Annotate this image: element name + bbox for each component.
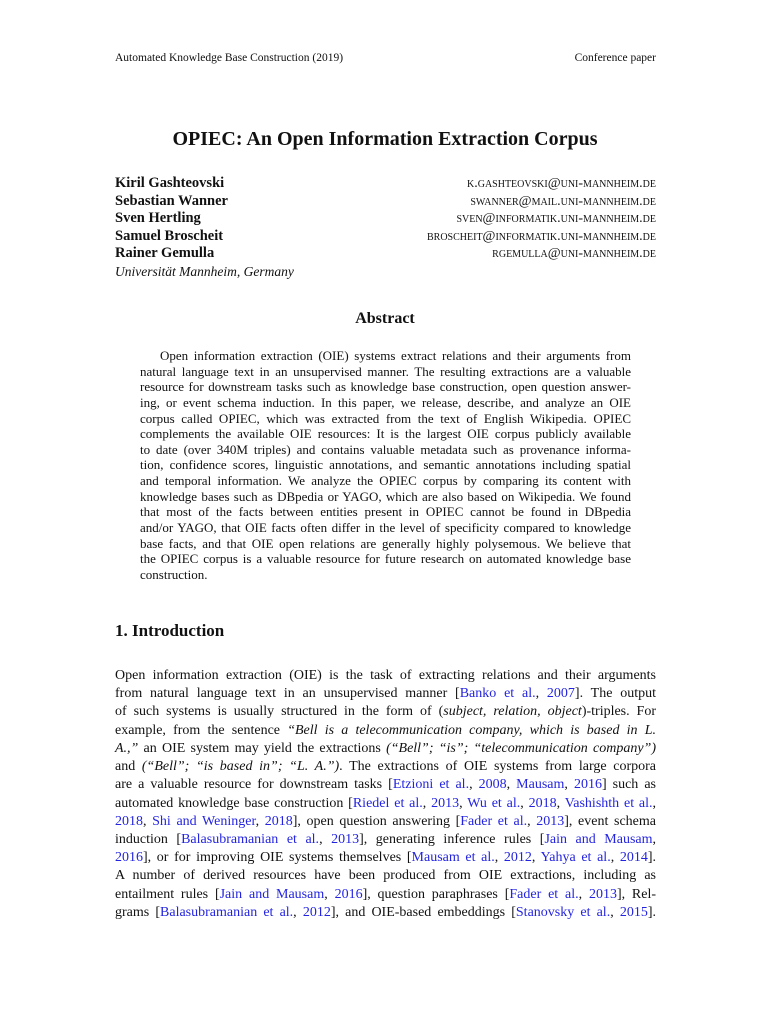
citation-link[interactable]: 2013 bbox=[536, 813, 565, 829]
author-row bbox=[115, 245, 656, 263]
abstract-line: and temporal information. We analyze the OPIEC corpus by comparing its content with bbox=[140, 473, 631, 488]
abstract-line: base facts, and that OIE open relations are generally highly polysemous. We believe that bbox=[140, 535, 631, 551]
emphasis-text: “Bell is a telecommunication company, which is based in L. bbox=[287, 722, 656, 738]
abstract-line: resource for downstream tasks such as knowledge base construction, open question answer- bbox=[140, 379, 631, 395]
citation-link[interactable]: 2012 bbox=[503, 850, 532, 866]
body-text: A number of derived resources have been produced from OIE extractions, including as bbox=[115, 868, 656, 884]
intro-line bbox=[115, 849, 656, 867]
citation-link[interactable]: 2018 bbox=[115, 813, 143, 829]
citation-link[interactable]: 2013 bbox=[588, 886, 617, 902]
citation-link[interactable]: Mausam et al. bbox=[411, 850, 495, 866]
citation-link[interactable]: 2018 bbox=[528, 795, 557, 811]
intro-line bbox=[115, 685, 656, 703]
author-row bbox=[115, 210, 656, 228]
paper-title: OPIEC: An Open Information Extraction Corpus bbox=[172, 128, 598, 150]
abstract-line: the OPIEC corpus is a valuable resource for future research on automated knowledge base bbox=[140, 551, 631, 567]
intro-line bbox=[115, 703, 656, 721]
citation-link[interactable]: Balasubramanian et al. bbox=[181, 831, 320, 847]
citation-link[interactable]: Etzioni et al. bbox=[392, 777, 470, 793]
emphasis-text: A.,” bbox=[115, 740, 139, 756]
body-text: an OIE system may yield the extractions bbox=[138, 740, 387, 756]
body-text: entailment rules [ bbox=[115, 886, 220, 902]
citation-link[interactable]: 2016 bbox=[334, 886, 363, 902]
intro-line bbox=[115, 867, 656, 885]
citation-link[interactable]: 2007 bbox=[546, 686, 575, 702]
body-text: , bbox=[494, 850, 504, 866]
body-text: , bbox=[255, 813, 265, 829]
body-text: , bbox=[652, 831, 657, 847]
citation-link[interactable]: Riedel et al. bbox=[352, 795, 423, 811]
body-text: ]. The output bbox=[574, 686, 656, 702]
citation-link[interactable]: Jain and Mausam bbox=[219, 886, 325, 902]
body-text: ], open question answering [ bbox=[292, 813, 461, 829]
citation-link[interactable]: Shi and Weninger bbox=[152, 813, 256, 829]
intro-line bbox=[115, 667, 656, 685]
body-text: , bbox=[459, 795, 468, 811]
body-text: , bbox=[527, 813, 537, 829]
intro-line bbox=[115, 722, 656, 740]
author-row bbox=[115, 193, 656, 211]
body-text: of such systems is usually structured in the form of ( bbox=[115, 704, 444, 720]
body-text: , bbox=[578, 886, 589, 902]
author-row bbox=[115, 175, 656, 193]
author-email: sven@informatik.uni-mannheim.de bbox=[456, 211, 656, 226]
body-text: ], Rel- bbox=[616, 886, 657, 902]
body-text: ], and OIE-based embeddings [ bbox=[330, 904, 516, 920]
author-row bbox=[115, 228, 656, 246]
body-text: , bbox=[469, 777, 479, 793]
body-text: , bbox=[610, 850, 620, 866]
body-text: are a valuable resource for downstream tasks [ bbox=[115, 777, 393, 793]
citation-link[interactable]: 2013 bbox=[431, 795, 460, 811]
body-text: )-triples. For bbox=[581, 704, 657, 720]
intro-line bbox=[115, 758, 656, 776]
citation-link[interactable]: 2012 bbox=[302, 904, 331, 920]
abstract-line: and/or YAGO, that OIE facts often differ in the level of specificity compared to knowledge bbox=[140, 519, 631, 535]
citation-link[interactable]: Banko et al. bbox=[459, 686, 536, 702]
body-text: . The extractions of OIE systems from large corpora bbox=[339, 759, 656, 775]
author-name: Kiril Gashteovski bbox=[115, 175, 225, 191]
citation-link[interactable]: Mausam bbox=[516, 777, 565, 793]
author-name: Sven Hertling bbox=[115, 210, 201, 226]
body-text: ], question paraphrases [ bbox=[362, 886, 510, 902]
body-text: , bbox=[652, 795, 657, 811]
abstract-line: corpus called OPIEC, which was extracted from the text of English Wikipedia. OPIEC bbox=[140, 410, 631, 426]
body-text: , bbox=[506, 777, 517, 793]
body-text: , bbox=[143, 813, 153, 829]
abstract-body bbox=[140, 348, 631, 582]
author-name: Samuel Broscheit bbox=[115, 227, 224, 244]
body-text: , bbox=[324, 886, 335, 902]
running-head bbox=[115, 50, 656, 66]
body-text: , bbox=[531, 850, 541, 866]
citation-link[interactable]: Wu et al. bbox=[467, 795, 521, 811]
body-text: and bbox=[115, 759, 142, 775]
citation-link[interactable]: 2008 bbox=[478, 777, 507, 793]
intro-line bbox=[115, 795, 656, 813]
citation-link[interactable]: 2016 bbox=[115, 850, 143, 866]
citation-link[interactable]: Fader et al. bbox=[460, 813, 528, 829]
citation-link[interactable]: 2014 bbox=[619, 850, 648, 866]
author-name: Sebastian Wanner bbox=[115, 192, 228, 209]
emphasis-text: (“Bell”; “is”; “telecommunication company”) bbox=[386, 740, 656, 756]
author-email: broscheit@informatik.uni-mannheim.de bbox=[427, 228, 656, 244]
abstract-line: construction. bbox=[140, 566, 208, 582]
citation-link[interactable]: Jain and Mausam bbox=[544, 831, 653, 847]
emphasis-text: subject, relation, object bbox=[443, 704, 582, 720]
body-text: Open information extraction (OIE) is the task of extracting relations and their arguments bbox=[115, 668, 656, 683]
body-text: ] such as bbox=[601, 777, 657, 793]
citation-link[interactable]: Stanovsky et al. bbox=[515, 904, 611, 920]
body-text: , bbox=[564, 777, 574, 793]
affiliation: Universität Mannheim, Germany bbox=[115, 263, 294, 279]
intro-line bbox=[115, 904, 656, 922]
citation-link[interactable]: Vashishth et al. bbox=[564, 795, 653, 811]
intro-line bbox=[115, 813, 656, 831]
body-text: example, from the sentence bbox=[115, 722, 288, 738]
venue-label: Automated Knowledge Base Construction (2019) bbox=[115, 52, 344, 64]
abstract-line: that most of the facts between entities present in OPIEC cannot be found in DBpedia bbox=[140, 504, 631, 520]
author-email: k.gashteovski@uni-mannheim.de bbox=[467, 176, 656, 191]
citation-link[interactable]: 2018 bbox=[264, 813, 293, 829]
body-text: ], event schema bbox=[564, 813, 656, 829]
intro-paragraph bbox=[115, 667, 656, 922]
citation-link[interactable]: 2016 bbox=[573, 777, 602, 793]
citation-link[interactable]: Yahya et al. bbox=[540, 850, 611, 866]
body-text: automated knowledge base construction [ bbox=[115, 795, 353, 811]
body-text: , bbox=[293, 904, 303, 920]
body-text: , bbox=[610, 904, 620, 920]
abstract-line: complements the available OIE resources: It is the largest OIE corpus publicly available bbox=[140, 426, 631, 442]
paper-type-label: Conference paper bbox=[574, 52, 656, 64]
body-text: ], generating inference rules [ bbox=[359, 831, 545, 847]
abstract-line: knowledge bases such as DBpedia or YAGO, which are also based on Wikipedia. We found bbox=[140, 488, 631, 504]
body-text: , bbox=[535, 686, 547, 702]
intro-line bbox=[115, 776, 656, 794]
abstract-line: Open information extraction (OIE) systems extract relations and their arguments from bbox=[160, 348, 631, 363]
abstract-line: natural language text in an unsupervised manner. The resulting extractions are a valuable bbox=[140, 363, 631, 379]
body-text: , bbox=[520, 795, 529, 811]
emphasis-text: (“Bell”; “is based in”; “L. A.”) bbox=[141, 759, 340, 775]
author-email: swanner@mail.uni-mannheim.de bbox=[470, 193, 656, 209]
body-text: , bbox=[556, 795, 565, 811]
abstract-line: ing, or event schema induction. In this paper, we release, describe, and analyze an OIE bbox=[140, 394, 631, 410]
abstract-line: tion, confidence scores, linguistic annotations, and semantic annotations including spatial bbox=[140, 457, 631, 473]
intro-line bbox=[115, 740, 656, 758]
intro-line bbox=[115, 886, 656, 904]
citation-link[interactable]: 2013 bbox=[331, 831, 360, 847]
author-name: Rainer Gemulla bbox=[115, 245, 215, 261]
body-text: ]. bbox=[647, 904, 657, 920]
body-text: induction [ bbox=[115, 831, 182, 847]
citation-link[interactable]: Fader et al. bbox=[509, 886, 579, 902]
body-text: ]. bbox=[647, 850, 657, 866]
author-email: rgemulla@uni-mannheim.de bbox=[492, 246, 656, 261]
body-text: grams [ bbox=[115, 904, 161, 920]
section-heading: 1. Introduction bbox=[115, 621, 225, 640]
body-text: from natural language text in an unsupervised manner [ bbox=[115, 686, 460, 702]
body-text: , bbox=[422, 795, 432, 811]
intro-line bbox=[115, 831, 656, 849]
body-text: , bbox=[319, 831, 332, 847]
body-text: ], or for improving OIE systems themselves [ bbox=[143, 850, 412, 866]
citation-link[interactable]: Balasubramanian et al. bbox=[160, 904, 294, 920]
abstract-line: to date (over 340M triples) and contains valuable metadata such as provenance informa- bbox=[140, 441, 631, 457]
author-block bbox=[115, 175, 656, 280]
citation-link[interactable]: 2015 bbox=[619, 904, 648, 920]
abstract-heading: Abstract bbox=[355, 310, 415, 327]
